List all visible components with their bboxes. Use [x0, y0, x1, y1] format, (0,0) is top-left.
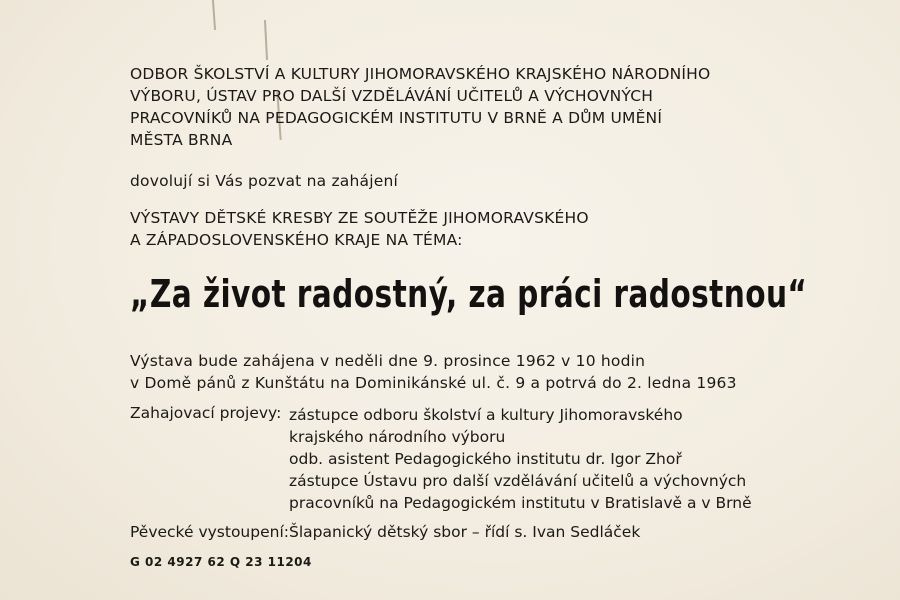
print-code: G 02 4927 62 Q 23 11204	[130, 555, 312, 569]
exhibition-heading-line: A ZÁPADOSLOVENSKÉHO KRAJE NA TÉMA:	[130, 231, 463, 249]
organizers-block	[130, 63, 710, 151]
speech-line: odb. asistent Pedagogického institutu dr. Igor Zhoř	[289, 450, 682, 468]
speech-line: zástupce odboru školství a kultury Jihomoravského	[289, 406, 683, 424]
speech-line: zástupce Ústavu pro další vzdělávání učitelů a výchovných	[289, 472, 747, 490]
speech-line: krajského národního výboru	[289, 428, 506, 446]
exhibition-title: „Za život radostný, za práci radostnou“	[130, 272, 808, 316]
speeches-label: Zahajovací projevy:	[130, 404, 282, 422]
invitation-line: dovolují si Vás pozvat na zahájení	[130, 172, 398, 190]
exhibition-heading-line: VÝSTAVY DĚTSKÉ KRESBY ZE SOUTĚŽE JIHOMORAVSKÉHO	[130, 209, 589, 227]
speeches-list	[289, 404, 752, 514]
singing-value: Šlapanický dětský sbor – řídí s. Ivan Sedláček	[289, 523, 641, 541]
fold-crease-mark	[212, 0, 216, 30]
organizers-line: PRACOVNÍKŮ NA PEDAGOGICKÉM INSTITUTU V BRNĚ A DŮM UMĚNÍ	[130, 109, 663, 127]
fold-crease-mark	[264, 20, 268, 60]
organizers-line: VÝBORU, ÚSTAV PRO DALŠÍ VZDĚLÁVÁNÍ UČITELŮ A VÝCHOVNÝCH	[130, 87, 654, 105]
organizers-line: MĚSTA BRNA	[130, 131, 233, 149]
opening-info-line: Výstava bude zahájena v neděli dne 9. prosince 1962 v 10 hodin	[130, 352, 646, 370]
organizers-line: ODBOR ŠKOLSTVÍ A KULTURY JIHOMORAVSKÉHO KRAJSKÉHO NÁRODNÍHO	[130, 65, 711, 83]
singing-label: Pěvecké vystoupení:	[130, 523, 289, 541]
exhibition-heading	[130, 207, 589, 251]
speech-line: pracovníků na Pedagogickém institutu v Bratislavě a v Brně	[289, 494, 752, 512]
opening-info-line: v Domě pánů z Kunštátu na Dominikánské ul. č. 9 a potrvá do 2. ledna 1963	[130, 374, 737, 392]
opening-info	[130, 350, 737, 394]
